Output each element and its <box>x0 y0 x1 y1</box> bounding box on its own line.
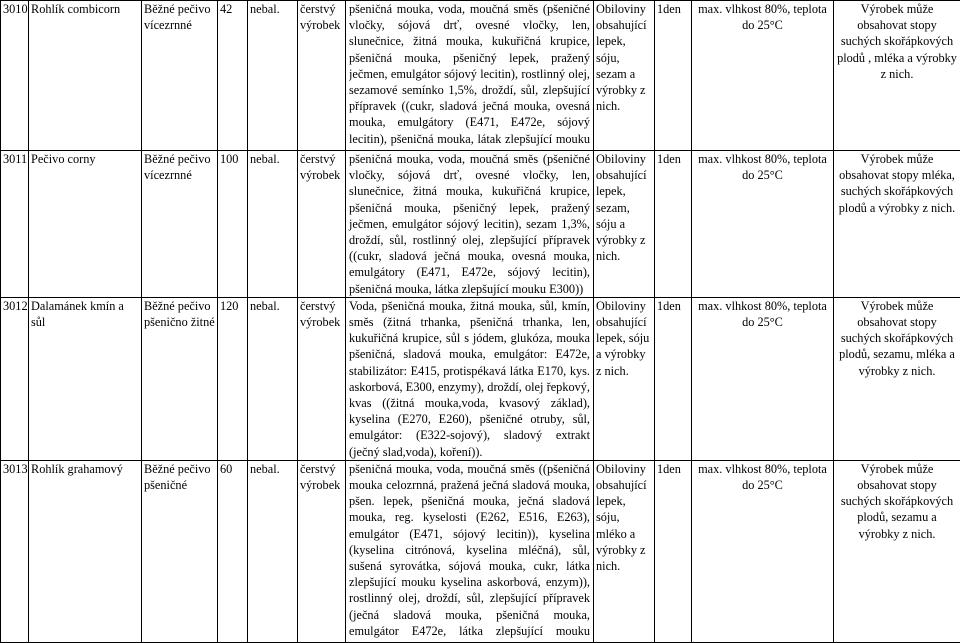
packaging: nebal. <box>248 151 298 298</box>
storage-conditions: max. vlhkost 80%, teplota do 25°C <box>692 1 834 151</box>
product-name: Rohlík grahamový <box>29 460 142 642</box>
allergen-note: Výrobek může obsahovat stopy suchých skořápkových plodů, sezamu, mléka a výrobky z nich. <box>834 297 960 460</box>
product-weight: 60 <box>218 460 248 642</box>
allergens: Obiloviny obsahující lepek, sóju, mléko a výrobky z nich. <box>594 460 655 642</box>
product-code: 3010 <box>1 1 29 151</box>
packaging: nebal. <box>248 1 298 151</box>
table-row <box>1 151 960 298</box>
product-type: čerstvý výrobek <box>298 151 346 298</box>
ingredients-text: pšeničná mouka, voda, moučná směs ((pšeničná mouka celozrnná, pražená ječná sladová mouka, pšen. lepek, pšeničná mouka, ječná sladová mouka, reg. kyselosti (E262, E516, E263), emulgátor (E471, sójový lecitin)), kyselina (kyselina citrónová, kyselina mléčná), sůl, sušená syrovátka, sójová mouka, cukr, látka zlepšující mouku kyselina askorbová, enzym)), rostlinný olej, droždí, sůl, zlepšující přípravek (ječná sladová mouka, pšeničná mouka, emulgátor E472e, látka zlepšující mouku <box>349 461 590 642</box>
product-category: Běžné pečivo pšenično žitné <box>142 297 218 460</box>
allergens: Obiloviny obsahující lepek, sóju, sezam a výrobky z nich. <box>594 1 655 151</box>
table-row <box>1 1 960 151</box>
product-name: Dalamánek kmín a sůl <box>29 297 142 460</box>
allergens: Obiloviny obsahující lepek, sezam, sóju a výrobky z nich. <box>594 151 655 298</box>
shelf-life: 1den <box>655 297 692 460</box>
allergen-note: Výrobek může obsahovat stopy suchých skořápkových plodů, sezamu a výrobky z nich. <box>834 460 960 642</box>
table-row <box>1 297 960 460</box>
shelf-life: 1den <box>655 460 692 642</box>
product-name: Rohlík combicorn <box>29 1 142 151</box>
storage-conditions: max. vlhkost 80%, teplota do 25°C <box>692 297 834 460</box>
allergen-note: Výrobek může obsahovat stopy suchých skořápkových plodů , mléka a výrobky z nich. <box>834 1 960 151</box>
product-code: 3012 <box>1 297 29 460</box>
product-type: čerstvý výrobek <box>298 460 346 642</box>
product-type: čerstvý výrobek <box>298 1 346 151</box>
shelf-life: 1den <box>655 151 692 298</box>
ingredients: Voda, pšeničná mouka, žitná mouka, sůl, kmín, směs (žitná trhanka, pšeničná trhanka, len, kukuřičná krupice, sůl s jódem, glukóza, mouka pšeničná, sladová mouka, emulgátor: E472e, stabilizátor: E415, protispékavá látka E170, kys. askorbová, E300, enzymy), droždí, olej řepkový, kvas ((žitná mouka,voda, kvasový základ), kyselina (E270, E260), pšeničné otruby, sůl, emulgátor: (E322-sojový), sladový extrakt (ječný slad,voda), koření)). <box>346 297 594 460</box>
packaging: nebal. <box>248 297 298 460</box>
product-category: Běžné pečivo vícezrnné <box>142 1 218 151</box>
storage-conditions: max. vlhkost 80%, teplota do 25°C <box>692 151 834 298</box>
product-weight: 120 <box>218 297 248 460</box>
storage-conditions: max. vlhkost 80%, teplota do 25°C <box>692 460 834 642</box>
product-type: čerstvý výrobek <box>298 297 346 460</box>
allergen-note: Výrobek může obsahovat stopy mléka, suchých skořápkových plodů a výrobky z nich. <box>834 151 960 298</box>
allergens: Obiloviny obsahující lepek, sóju a výrobky z nich. <box>594 297 655 460</box>
shelf-life: 1den <box>655 1 692 151</box>
packaging: nebal. <box>248 460 298 642</box>
product-category: Běžné pečivo pšeničné <box>142 460 218 642</box>
product-code: 3011 <box>1 151 29 298</box>
product-weight: 100 <box>218 151 248 298</box>
ingredients: pšeničná mouka, voda, moučná směs (pšeničné vločky, sójová drť, ovesné vločky, len, slunečnice, žitná mouka, kukuřičná krupice, pšeničná mouka, pšeničný lepek, pražený ječmen, emulgátor sójový lecitin), sezam 1,3%, droždí, sůl, rostlinný olej, zlepšující přípravek ((cukr, sladová ječná mouka, ovesná mouka, emulgátory (E471, E472e, sójový lecitin), pšeničná mouka, látka zlepšující mouku E300)) <box>346 151 594 298</box>
product-weight: 42 <box>218 1 248 151</box>
product-name: Pečivo corny <box>29 151 142 298</box>
table-row <box>1 460 960 642</box>
ingredients-text: pšeničná mouka, voda, moučná směs (pšeničné vločky, sójová drť, ovesné vločky, len, slunečnice, žitná mouka, kukuřičná krupice, pšeničná mouka, pšeničný lepek, pražený ječmen, emulgátor sójový lecitin), rostlinný olej, sezamové semínko 1,5%, droždí, sůl, zlepšující přípravek ((cukr, sladová ječná mouka, ovesná mouka, emulgátory (E471, E472e, sójový lecitin), pšeničná mouka, látak zlepšující mouku <box>349 1 590 150</box>
product-code: 3013 <box>1 460 29 642</box>
ingredients <box>346 1 594 151</box>
product-category: Běžné pečivo vícezrnné <box>142 151 218 298</box>
ingredients <box>346 460 594 642</box>
